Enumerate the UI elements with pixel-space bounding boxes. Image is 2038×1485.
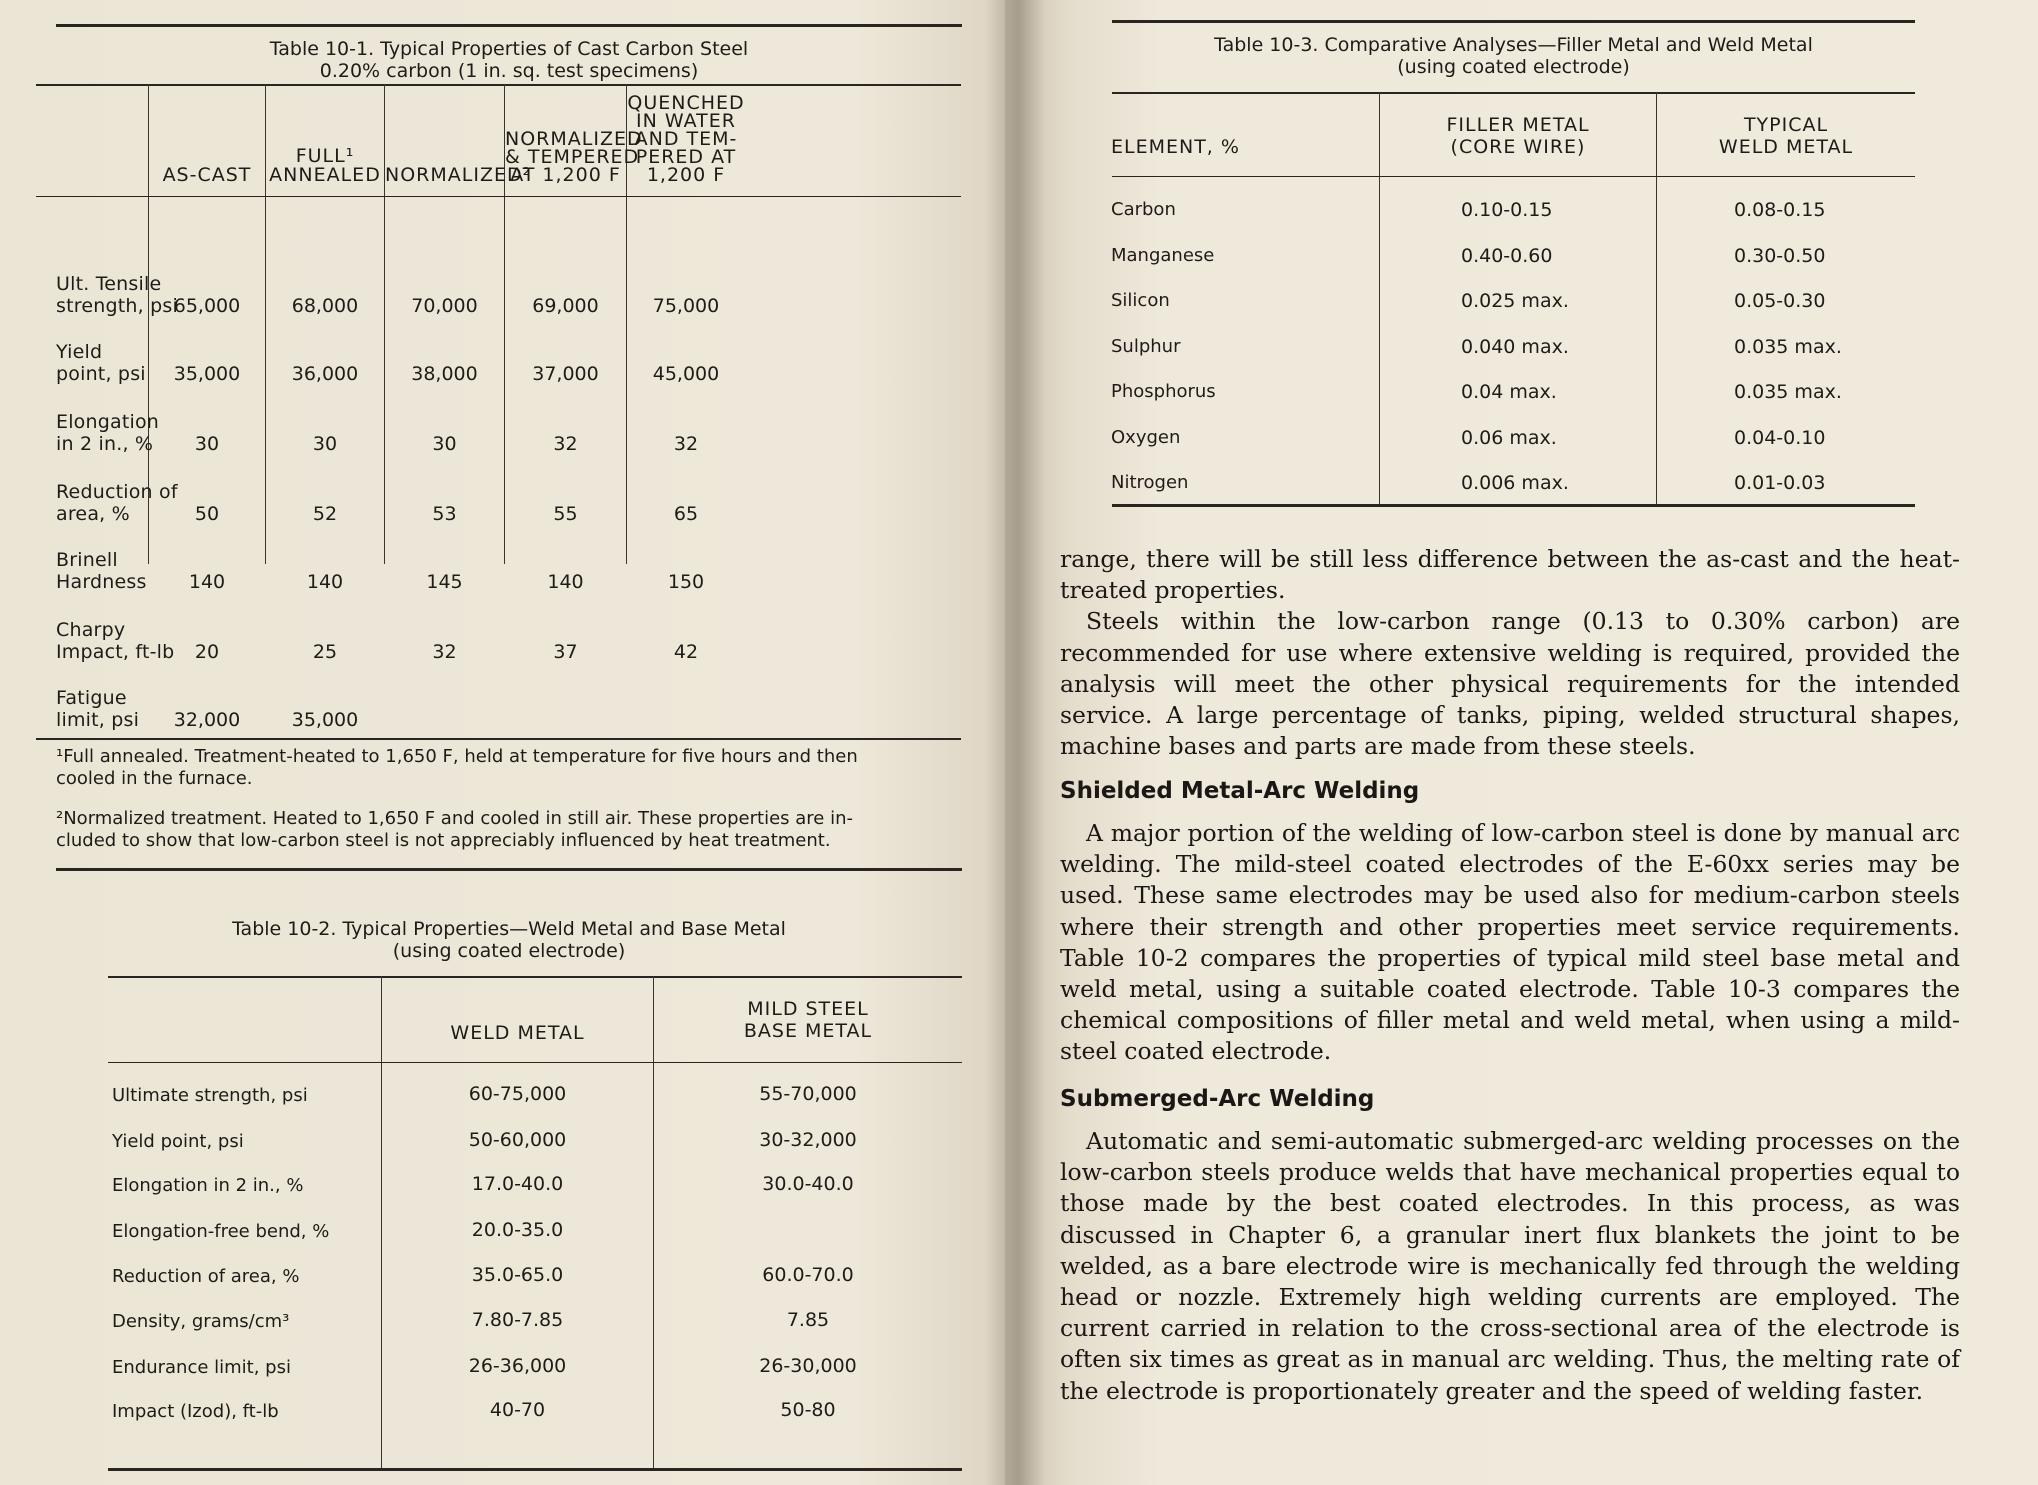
cell-value: 20.0-35.0 <box>471 1219 564 1241</box>
cell-value: 0.025 max. <box>1461 290 1569 312</box>
body-paragraphs-top <box>1060 544 1960 762</box>
section-heading-smaw: Shielded Metal-Arc Welding <box>1060 778 1420 804</box>
cell-value: 53 <box>432 503 457 525</box>
cell-value: 50 <box>194 503 220 525</box>
col-header-filler-metal: (CORE WIRE) <box>1450 136 1586 158</box>
cell-value: 20 <box>194 641 220 663</box>
row-label: Endurance limit, psi <box>112 1357 291 1378</box>
paragraph-smaw: A major portion of the welding of low-carbon steel is done by manual arc welding. The mild-steel coated electrodes of the E-60xx series may be used. These same electrodes may be used also for medium-carbon steels where their strength and other properties meet service requirements. Table 10-2 compares the properties of typical mild steel base metal and weld metal, using a suitable coated electrode. Table 10-3 compares the chemical compositions of filler metal and weld metal, when using a mild-steel coated electrode. <box>1060 819 1960 1066</box>
cell-value: 32,000 <box>173 709 241 731</box>
row-label: Density, grams/cm³ <box>112 1311 290 1332</box>
row-label: Sulphur <box>1111 336 1181 357</box>
col-header-weld-metal: WELD METAL <box>450 1022 585 1044</box>
table-top-rule <box>56 868 962 871</box>
row-label: Ultimate strength, psi <box>112 1085 308 1106</box>
cell-value: 50-80 <box>780 1399 836 1421</box>
col-header-weld-metal: TYPICAL <box>1743 114 1829 136</box>
cell-value: 26-30,000 <box>759 1355 857 1377</box>
header-rule-bottom <box>108 1062 962 1063</box>
row-label: Phosphorus <box>1111 381 1216 402</box>
cell-value: 0.040 max. <box>1461 336 1569 358</box>
cell-value: 7.85 <box>786 1309 830 1331</box>
cell-value: 35,000 <box>173 363 241 385</box>
row-label: Oxygen <box>1111 427 1181 448</box>
cell-value: 145 <box>426 571 463 593</box>
cell-value: 7.80-7.85 <box>471 1309 564 1331</box>
col-header-base-metal: MILD STEEL <box>747 998 869 1020</box>
cell-value: 30 <box>432 433 457 455</box>
cell-value: 55 <box>553 503 578 525</box>
cell-value: 42 <box>673 641 699 663</box>
cell-value: 30 <box>312 433 338 455</box>
table-caption: Table 10-3. Comparative Analyses—Filler Metal and Weld Metal <box>1214 34 1813 56</box>
cell-value: 65 <box>673 503 699 525</box>
col-header-base-metal: BASE METAL <box>743 1020 873 1042</box>
row-label: strength, psi <box>56 295 178 317</box>
table-bottom-rule <box>108 1468 962 1471</box>
cell-value: 60.0-70.0 <box>762 1264 854 1286</box>
cell-value: 0.08-0.15 <box>1734 199 1826 221</box>
cell-value: 0.01-0.03 <box>1734 472 1826 494</box>
cell-value: 140 <box>306 571 344 593</box>
cell-value: 37,000 <box>532 363 599 385</box>
table-bottom-rule <box>36 738 961 740</box>
row-label: Reduction of <box>56 481 178 503</box>
cell-value: 32 <box>432 641 457 663</box>
cell-value: 30.0-40.0 <box>762 1173 854 1195</box>
cell-value: 35.0-65.0 <box>471 1264 564 1286</box>
row-label: Carbon <box>1111 199 1176 220</box>
col-header-full-annealed: ANNEALED <box>269 164 381 186</box>
cell-value: 140 <box>188 571 226 593</box>
col-header-norm-tempered: NORMALIZED <box>505 128 643 150</box>
table-caption-sub: (using coated electrode) <box>392 940 626 962</box>
paragraph-saw: Automatic and semi-automatic submerged-arc welding processes on the low-carbon steels produce welds that have mechanical properties equal to those made by the best coated electrodes. In this process, as was discussed in Chapter 6, a granular inert flux blankets the joint to be welded, as a bare electrode wire is mechanically fed through the welding head or nozzle. Extremely high welding currents are employed. The current carried in relation to the cross-sectional area of the electrode is often six times as great as in manual arc welding. Thus, the melting rate of the electrode is proportionately greater and the speed of welding faster. <box>1060 1127 1960 1405</box>
cell-value: 26-36,000 <box>468 1355 567 1377</box>
cell-value: 68,000 <box>291 295 359 317</box>
header-rule-top <box>36 84 961 86</box>
col-header-filler-metal: FILLER METAL <box>1446 114 1590 136</box>
row-label: in 2 in., % <box>56 433 154 455</box>
table-top-rule <box>1112 20 1915 23</box>
cell-value: 38,000 <box>411 363 478 385</box>
col-header-quenched: AND TEM- <box>634 128 738 150</box>
row-label: Yield point, psi <box>112 1131 244 1152</box>
col-header-norm-tempered: AT 1,200 F <box>510 164 621 186</box>
cell-value: 0.006 max. <box>1461 472 1569 494</box>
row-label: Hardness <box>56 571 147 593</box>
cell-value: 32 <box>673 433 699 455</box>
header-rule-top <box>1112 92 1915 94</box>
col-header-quenched: 1,200 F <box>646 164 726 186</box>
body-paragraph-smaw-wrap <box>1060 818 1960 1068</box>
col-header-element: ELEMENT, % <box>1111 136 1240 158</box>
book-gutter <box>985 0 1045 1485</box>
paragraph-low-carbon-steels: Steels within the low-carbon range (0.13 to 0.30% carbon) are recommended for use where extensive welding is required, provided the analysis will meet the other physical requirements for the intended service. A large percentage of tanks, piping, welded structural shapes, machine bases and parts are made from these steels. <box>1060 607 1960 761</box>
row-label: point, psi <box>56 363 146 385</box>
body-paragraph-saw-wrap <box>1060 1126 1960 1407</box>
col-header-weld-metal: WELD METAL <box>1718 136 1854 158</box>
cell-value: 0.40-0.60 <box>1461 245 1553 267</box>
row-label: Elongation <box>56 411 160 433</box>
cell-value: 30-32,000 <box>759 1129 857 1151</box>
table-caption-sub: 0.20% carbon (1 in. sq. test specimens) <box>319 60 699 82</box>
col-header-normalized: NORMALIZED² <box>385 164 532 186</box>
footnote-2: ²Normalized treatment. Heated to 1,650 F and cooled in still air. These properties are in- cluded to show that low-carbon steel is not appreciably influenced by heat treatment. <box>56 808 854 851</box>
row-label: Charpy <box>56 619 126 641</box>
cell-value: 37 <box>553 641 578 663</box>
cell-value: 45,000 <box>652 363 720 385</box>
row-label: Reduction of area, % <box>112 1266 300 1287</box>
section-heading-saw: Submerged-Arc Welding <box>1060 1086 1375 1112</box>
col-header-quenched: QUENCHED <box>627 92 745 114</box>
row-label: Manganese <box>1111 245 1215 266</box>
cell-value: 60-75,000 <box>468 1083 567 1105</box>
header-rule-bottom <box>1112 176 1915 177</box>
row-label: Yield <box>56 341 103 363</box>
col-header-norm-tempered: & TEMPERED <box>505 146 640 168</box>
cell-value: 50-60,000 <box>468 1129 567 1151</box>
cell-value: 0.035 max. <box>1734 381 1842 403</box>
cell-value: 69,000 <box>532 295 599 317</box>
cell-value: 0.05-0.30 <box>1734 290 1826 312</box>
cell-value: 30 <box>194 433 220 455</box>
cell-value: 36,000 <box>291 363 359 385</box>
table-caption-sub: (using coated electrode) <box>1397 56 1630 78</box>
cell-value: 55-70,000 <box>759 1083 857 1105</box>
col-header-full-annealed: FULL¹ <box>295 145 355 167</box>
cell-value: 32 <box>553 433 578 455</box>
cell-value: 0.04 max. <box>1461 381 1557 403</box>
header-rule-top <box>108 976 962 978</box>
row-label: area, % <box>56 503 130 525</box>
cell-value: 70,000 <box>411 295 478 317</box>
col-header-as-cast: AS-CAST <box>162 164 252 186</box>
right-page <box>1005 0 2038 1485</box>
cell-value: 25 <box>312 641 338 663</box>
left-page <box>0 0 1005 1485</box>
cell-value: 35,000 <box>291 709 359 731</box>
cell-value: 0.30-0.50 <box>1734 245 1826 267</box>
header-rule-bottom <box>36 196 961 197</box>
table-caption: Table 10-1. Typical Properties of Cast Carbon Steel <box>269 38 749 60</box>
row-label: Brinell <box>56 549 118 571</box>
cell-value: 75,000 <box>652 295 720 317</box>
row-label: Impact (Izod), ft-lb <box>112 1401 279 1422</box>
row-label: limit, psi <box>56 709 140 731</box>
cell-value: 0.10-0.15 <box>1461 199 1553 221</box>
footnote-1: ¹Full annealed. Treatment-heated to 1,650 F, held at temperature for five hours and then cooled in the furnace. <box>56 746 858 789</box>
cell-value: 40-70 <box>489 1399 546 1421</box>
table-caption: Table 10-2. Typical Properties—Weld Metal and Base Metal <box>232 918 786 940</box>
cell-value: 150 <box>667 571 705 593</box>
row-label: Impact, ft-lb <box>56 641 175 663</box>
row-label: Fatigue <box>56 687 127 709</box>
row-label: Elongation-free bend, % <box>112 1221 330 1242</box>
table-bottom-rule <box>1112 504 1915 507</box>
cell-value: 52 <box>312 503 338 525</box>
row-label: Nitrogen <box>1111 472 1189 493</box>
paragraph-continued: range, there will be still less difference between the as-cast and the heat-treated properties. <box>1060 545 1960 605</box>
row-label: Elongation in 2 in., % <box>112 1175 304 1196</box>
cell-value: 65,000 <box>173 295 241 317</box>
col-header-quenched: IN WATER <box>636 110 736 132</box>
cell-value: 0.06 max. <box>1461 427 1557 449</box>
table-top-rule <box>56 24 962 27</box>
cell-value: 17.0-40.0 <box>471 1173 564 1195</box>
row-label: Ult. Tensile <box>56 273 162 295</box>
cell-value: 0.035 max. <box>1734 336 1842 358</box>
row-label: Silicon <box>1111 290 1170 311</box>
cell-value: 140 <box>547 571 584 593</box>
col-header-quenched: PERED AT <box>635 146 737 168</box>
cell-value: 0.04-0.10 <box>1734 427 1826 449</box>
